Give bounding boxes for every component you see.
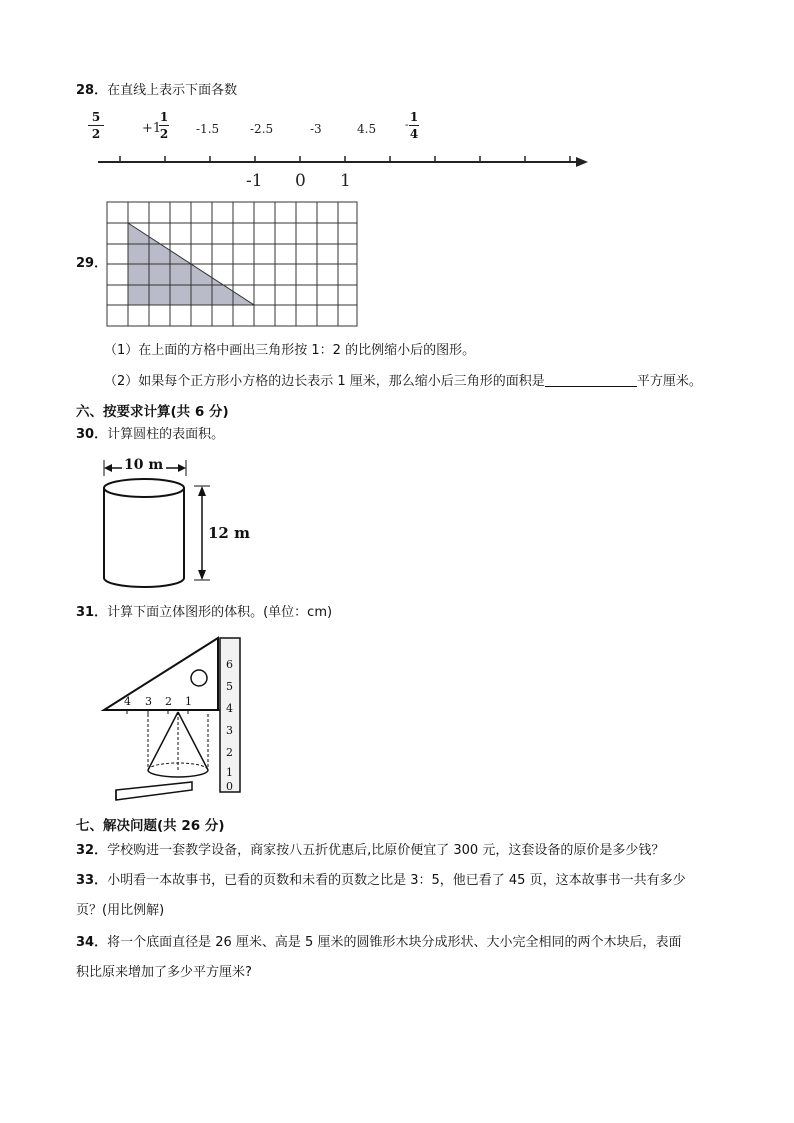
q31-title: 31．计算下面立体图形的体积。(单位：cm) <box>76 605 333 620</box>
q34-line2: 积比原来增加了多少平方厘米? <box>76 965 252 980</box>
cone-left-edge <box>148 712 178 770</box>
q33-line2: 页？(用比例解) <box>76 903 165 918</box>
answer-blank[interactable] <box>545 374 637 387</box>
svg-text:4: 4 <box>124 695 131 708</box>
svg-text:2: 2 <box>226 746 233 759</box>
grid-with-triangle <box>106 201 360 329</box>
svg-text:5: 5 <box>226 680 233 693</box>
axis-label-neg1: -1 <box>246 171 263 191</box>
svg-text:3: 3 <box>145 695 152 708</box>
svg-text:6: 6 <box>226 658 233 671</box>
q34-line1: 34．将一个底面直径是 26 厘米、高是 5 厘米的圆锥形木块分成形状、大小完全相同的两个木块后，表面 <box>76 935 682 950</box>
number-neg-2-5: -2.5 <box>250 122 274 136</box>
q29-part1: （1）在上面的方格中画出三角形按 1：2 的比例缩小后的图形。 <box>104 343 476 358</box>
diameter-label: 10 m <box>124 457 164 473</box>
svg-text:3: 3 <box>226 724 233 737</box>
section-6-title: 六、按要求计算(共 6 分) <box>76 404 229 420</box>
number-mixed-fraction: 1 2 <box>159 110 169 141</box>
q33-line1: 33．小明看一本故事书，已看的页数和未看的页数之比是 3：5，他已看了 45 页，这本故事书一共有多少 <box>76 873 686 888</box>
base-ruler <box>116 782 192 800</box>
number-neg-1-5: -1.5 <box>196 122 220 136</box>
svg-text:2: 2 <box>165 695 172 708</box>
number-one-quarter: 1 4 <box>409 110 419 141</box>
number-neg-sign: - <box>405 118 409 131</box>
cone-right-edge <box>178 712 208 770</box>
cylinder-figure <box>96 450 256 592</box>
q30-title: 30．计算圆柱的表面积。 <box>76 427 225 442</box>
number-five-halves: 5 2 <box>88 110 104 141</box>
square-grid <box>107 202 357 326</box>
number-mixed-prefix: +1 <box>142 121 162 136</box>
cone-set-square-figure <box>100 632 250 806</box>
svg-text:1: 1 <box>185 695 192 708</box>
number-neg-3: -3 <box>310 122 322 136</box>
svg-text:4: 4 <box>226 702 233 715</box>
svg-text:0: 0 <box>226 780 233 793</box>
axis-label-zero: 0 <box>295 171 306 191</box>
q28-title: 28．在直线上表示下面各数 <box>76 83 238 98</box>
svg-text:1: 1 <box>226 766 233 779</box>
number-line <box>96 150 596 192</box>
q28-number: 28 <box>76 83 95 98</box>
number-4-5: 4.5 <box>357 122 377 136</box>
height-label: 12 m <box>208 524 250 542</box>
q29-part2: （2）如果每个正方形小方格的边长表示 1 厘米，那么缩小后三角形的面积是 平方厘米。 <box>104 374 702 389</box>
axis-label-one: 1 <box>340 171 351 191</box>
section-7-title: 七、解决问题(共 26 分) <box>76 818 225 834</box>
q32-text: 32．学校购进一套教学设备，商家按八五折优惠后,比原价便宜了 300 元，这套设备的原价是多少钱？ <box>76 843 665 858</box>
q28-text: 在直线上表示下面各数 <box>107 83 238 98</box>
q29-number: 29． <box>76 256 108 271</box>
